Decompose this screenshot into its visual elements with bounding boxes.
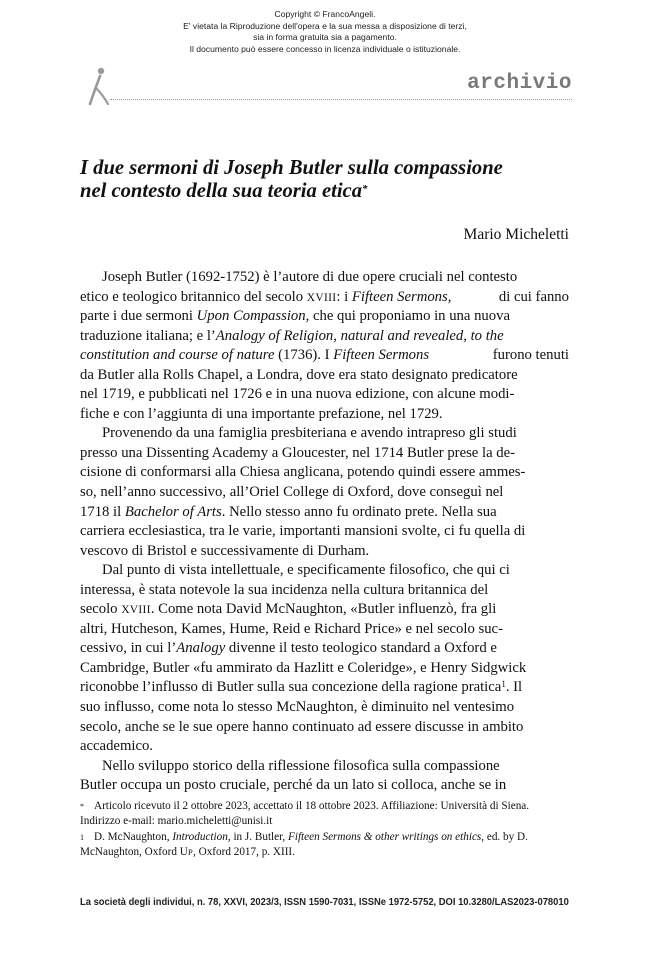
text-line: parte i due sermoni Upon Compassion, che qui proponiamo in una nuova [80, 308, 510, 325]
text-line: accademico. [80, 738, 153, 755]
journal-logo-icon [88, 66, 110, 106]
text-line: so, nell’anno successivo, all’Oriel College di Oxford, dove conseguì nel [80, 484, 504, 501]
text-line: secolo, anche se le sue opere hanno continuato ad essere discusse in ambito [80, 718, 524, 735]
text-line: da Butler alla Rolls Chapel, a Londra, dove era stato designato predicatore [80, 366, 518, 383]
text-line: Provenendo da una famiglia presbiteriana e avendo intrapreso gli studi [102, 425, 517, 442]
title-line: I due sermoni di Joseph Butler sulla compassione [80, 157, 503, 179]
text-line: vescovo di Bristol e successivamente di Durham. [80, 542, 370, 559]
text-line: Nello sviluppo storico della riflessione filosofica sulla compassione [102, 757, 500, 774]
text-line: cisione di conformarsi alla Chiesa anglicana, potendo quindi essere ammes- [80, 464, 526, 481]
article-title [80, 157, 580, 203]
copyright-line: E' vietata la Riproduzione dell'opera e la sua messa a disposizione di terzi, [183, 20, 467, 31]
footnotes [80, 799, 569, 860]
text-line: riconobbe l’influsso di Butler sulla sua concezione della ragione pratica$^1$. Il [80, 679, 523, 696]
section-label: archivio [467, 72, 572, 95]
text-line: fiche e con l’aggiunta di una importante prefazione, nel 1729. [80, 405, 443, 422]
text-line: Dal punto di vista intellettuale, e specificamente filosofico, che qui ci [102, 562, 510, 579]
text-line: nel 1719, e pubblicati nel 1726 e in una nuova edizione, con alcune modi- [80, 386, 515, 403]
footnote-line: Indirizzo e-mail: mario.micheletti@unisi.it [80, 815, 273, 828]
text-line: Joseph Butler (1692-1752) è l’autore di due opere cruciali nel contesto [102, 269, 518, 285]
copyright-line: sia in forma gratuita sia a pagamento. [253, 32, 397, 42]
copyright-line: Il documento può essere concesso in licenza individuale o istituzionale. [189, 43, 461, 54]
text-line: interessa, è stata notevole la sua incidenza nella cultura britannica del [80, 581, 489, 598]
article-body [80, 268, 569, 796]
copyright-notice [0, 9, 650, 55]
title-line: nel contesto della sua teoria etica [80, 180, 362, 202]
footnote-marker: * [80, 802, 84, 811]
text-line: suo influsso, come nota lo stesso McNaughton, è diminuito nel ventesimo [80, 699, 515, 716]
text-line: Cambridge, Butler «fu ammirato da Hazlitt e Coleridge», e Henry Sidgwick [80, 659, 527, 676]
footnote-marker: 1 [80, 832, 84, 842]
journal-citation-footer: La società degli individui, n. 78, XXVI, 2023/3, ISSN 1590-7031, ISSNe 1972-5752, DOI 10.3280/LAS2023-078010 [80, 897, 569, 908]
footnote-line: McNaughton, Oxford UP, Oxford 2017, p. XIII. [80, 845, 295, 858]
footnote-line: 1 D. McNaughton, Introduction, in J. Butler, Fifteen Sermons & other writings on ethics, ed. by D. [80, 830, 569, 845]
text-line: etico e teologico britannico del secolo XVIII: i Fifteen Sermons, di cui fanno [80, 288, 569, 305]
text-line: altri, Hutcheson, Kames, Hume, Reid e Richard Price» e nel secolo suc- [80, 620, 503, 637]
text-line: Butler occupa un posto cruciale, perché da un lato si colloca, anche se in [80, 777, 507, 794]
article-author: Mario Micheletti [463, 226, 569, 243]
text-line: traduzione italiana; e l’Analogy of Religion, natural and revealed, to the [80, 327, 504, 344]
footnote-ref: 1 [501, 679, 506, 690]
title-footnote-marker: * [362, 183, 368, 195]
text-line: secolo XVIII. Come nota David McNaughton, «Butler influenzò, fra gli [80, 601, 497, 618]
footnote-line: * Articolo ricevuto il 2 ottobre 2023, accettato il 18 ottobre 2023. Affiliazione: Università di Siena. [80, 799, 569, 814]
copyright-line: Copyright © FrancoAngeli. [274, 9, 376, 19]
text-line: carriera ecclesiastica, tra le varie, importanti mansioni svolte, ci fu quella di [80, 523, 526, 540]
text-line: 1718 il Bachelor of Arts. Nello stesso anno fu ordinato prete. Nella sua [80, 503, 497, 520]
text-line: constitution and course of nature (1736). I Fifteen Sermons furono tenuti [80, 347, 569, 364]
text-line: presso una Dissenting Academy a Gloucester, nel 1714 Butler prese la de- [80, 444, 516, 461]
text-line: cessivo, in cui l’Analogy divenne il testo teologico standard a Oxford e [80, 640, 497, 657]
header-rule [110, 99, 572, 100]
